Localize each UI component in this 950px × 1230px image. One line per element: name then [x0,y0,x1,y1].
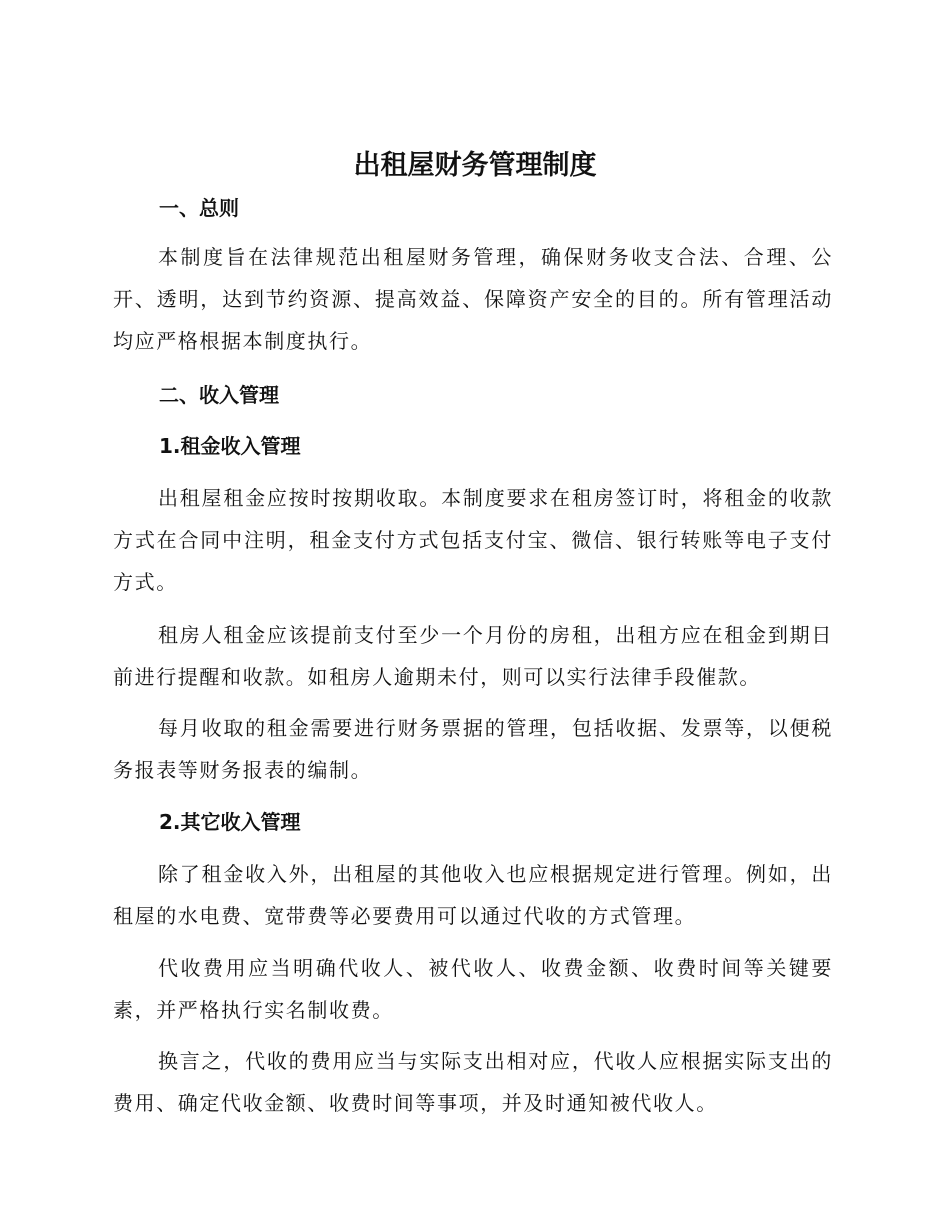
section-heading-general: 一、总则 [159,196,239,220]
paragraph-other-2: 代收费用应当明确代收人、被代收人、收费金额、收费时间等关键要素，并严格执行实名制收费。 [113,956,833,1022]
document-title: 出租屋财务管理制度 [353,150,597,181]
paragraph-rent-2: 租房人租金应该提前支付至少一个月份的房租，出租方应在租金到期日前进行提醒和收款。如租房人逾期未付，则可以实行法律手段催款。 [113,623,833,689]
paragraph-rent-3: 每月收取的租金需要进行财务票据的管理，包括收据、发票等，以便税务报表等财务报表的编制。 [113,716,833,782]
section-heading-income: 二、收入管理 [159,383,279,407]
paragraph-general: 本制度旨在法律规范出租屋财务管理，确保财务收支合法、合理、公开、透明，达到节约资源、提高效益、保障资产安全的目的。所有管理活动均应严格根据本制度执行。 [113,245,833,353]
paragraph-other-3: 换言之，代收的费用应当与实际支出相对应，代收人应根据实际支出的费用、确定代收金额、收费时间等事项，并及时通知被代收人。 [113,1049,833,1115]
paragraph-other-1: 除了租金收入外，出租屋的其他收入也应根据规定进行管理。例如，出租屋的水电费、宽带费等必要费用可以通过代收的方式管理。 [113,862,833,928]
paragraph-rent-1: 出租屋租金应按时按期收取。本制度要求在租房签订时，将租金的收款方式在合同中注明，租金支付方式包括支付宝、微信、银行转账等电子支付方式。 [113,486,833,594]
subsection-heading-other: 2.其它收入管理 [159,810,301,834]
subsection-heading-rent: 1.租金收入管理 [159,434,301,458]
